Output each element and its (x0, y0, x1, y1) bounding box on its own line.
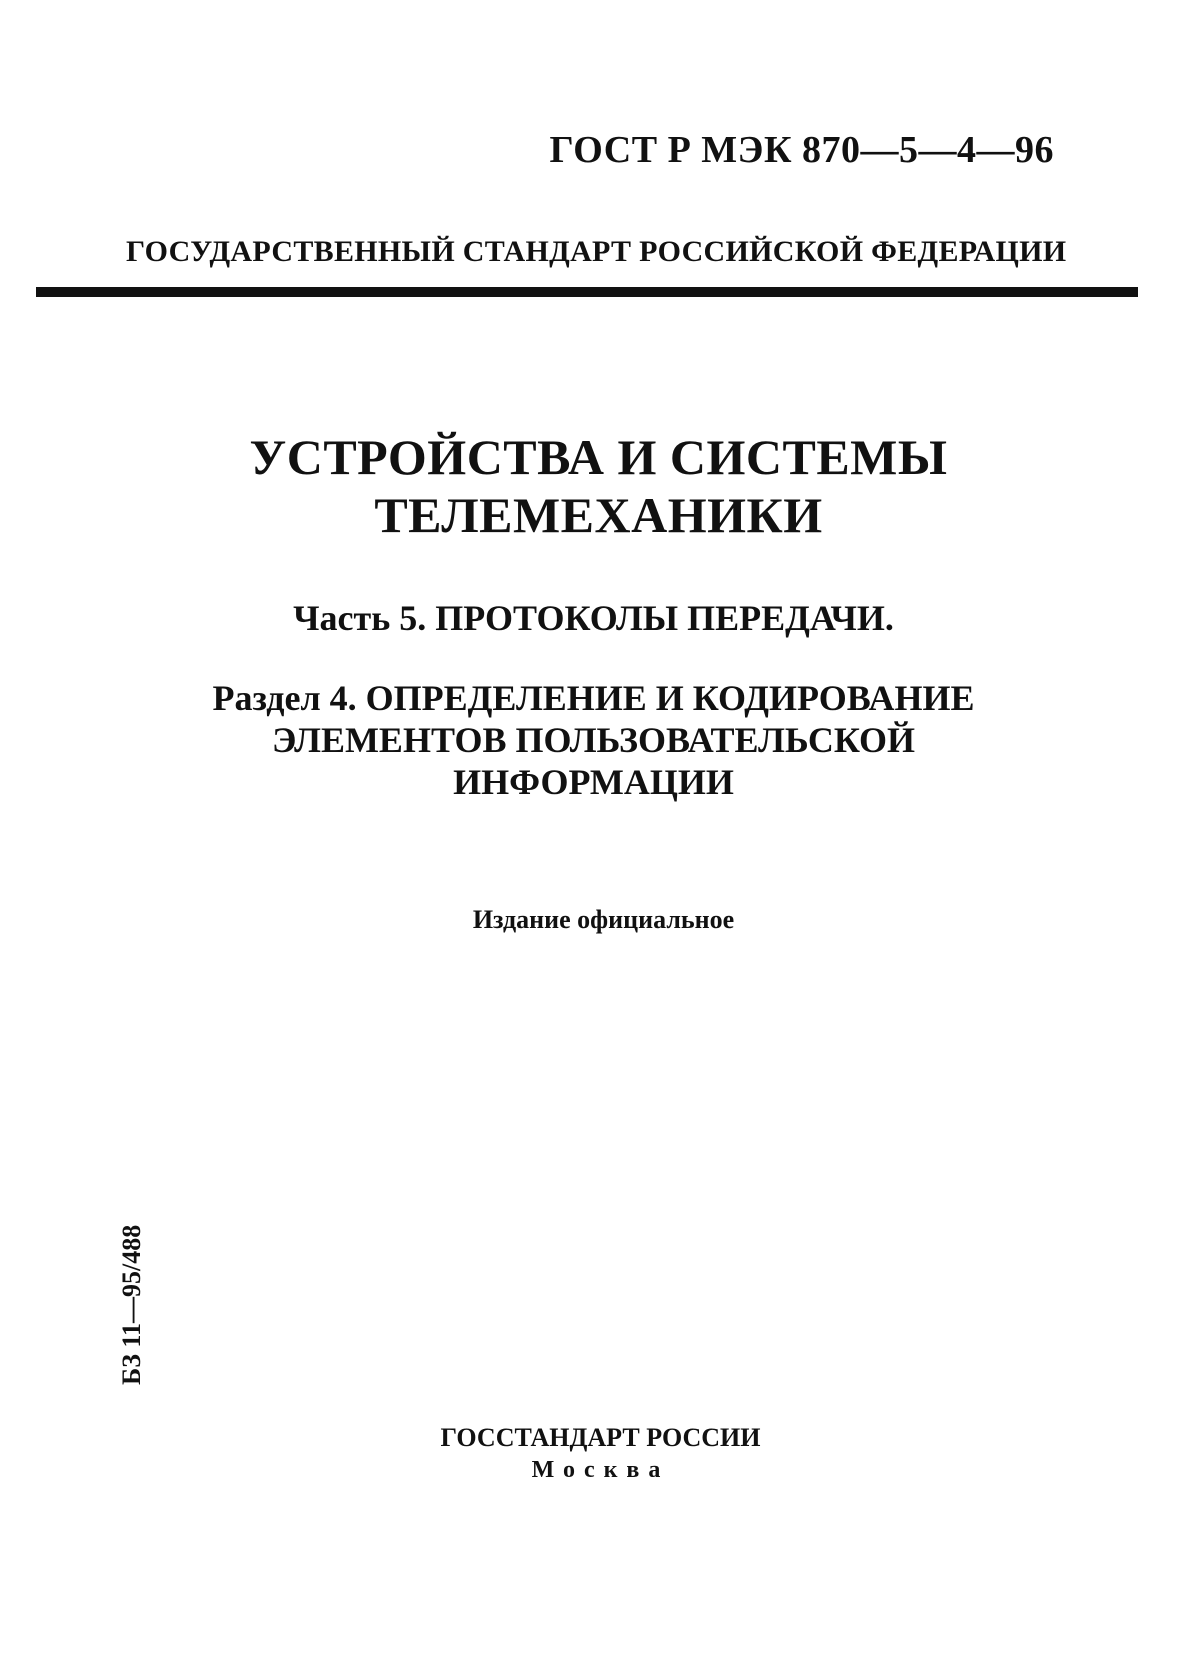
section-line: ИНФОРМАЦИИ (453, 762, 734, 802)
part-title: Часть 5. ПРОТОКОЛЫ ПЕРЕДАЧИ. (293, 598, 894, 638)
publisher-city: Москва (531, 1457, 670, 1483)
catalog-code: БЗ 11—95/488 (117, 1224, 146, 1385)
heading-divider (36, 287, 1138, 297)
state-standard-heading: ГОСУДАРСТВЕННЫЙ СТАНДАРТ РОССИЙСКОЙ ФЕДЕРАЦИИ (126, 235, 1067, 268)
publisher-name: ГОССТАНДАРТ РОССИИ (440, 1423, 761, 1452)
section-line: Раздел 4. ОПРЕДЕЛЕНИЕ И КОДИРОВАНИЕ (212, 678, 975, 718)
title-line: ТЕЛЕМЕХАНИКИ (374, 487, 823, 543)
section-line: ЭЛЕМЕНТОВ ПОЛЬЗОВАТЕЛЬСКОЙ (271, 720, 916, 760)
document-title (0, 428, 1187, 544)
edition-label: Издание официальное (472, 905, 735, 934)
title-line: УСТРОЙСТВА И СИСТЕМЫ (249, 429, 948, 485)
document-number: ГОСТ Р МЭК 870—5—4—96 (549, 129, 1054, 171)
section-title (0, 677, 1187, 803)
